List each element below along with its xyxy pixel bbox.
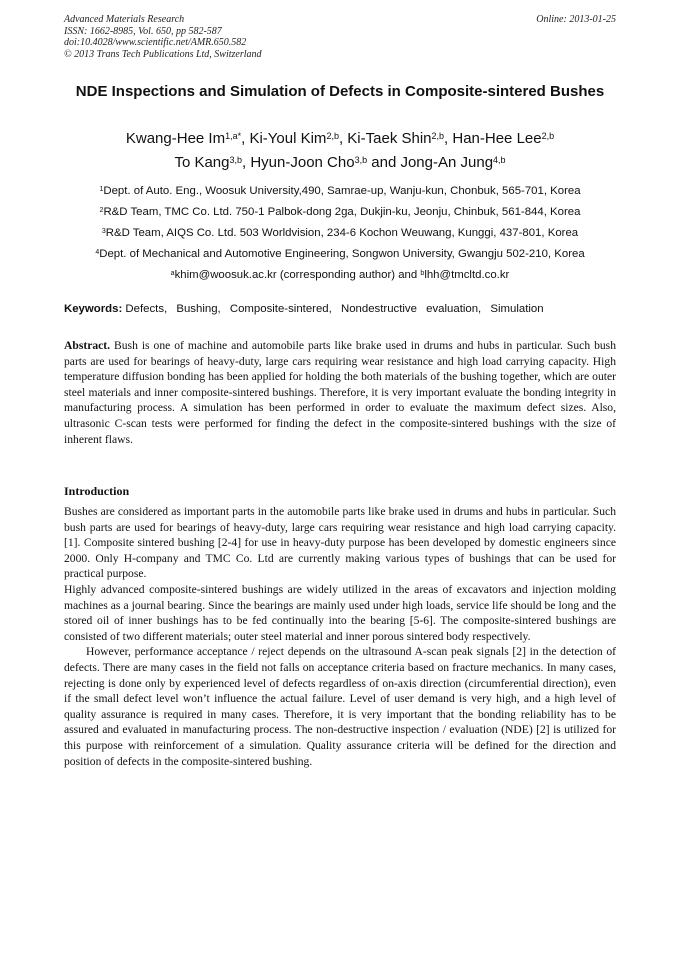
email-text: lhh@tmcltd.co.kr xyxy=(424,269,510,281)
affiliation-2 xyxy=(60,202,620,223)
affiliation-text: R&D Team, TMC Co. Ltd. 750-1 Palbok-dong 2ga, Dukjin-ku, Jeonju, Chinbuk, 561-844, Korea xyxy=(103,206,581,218)
affiliation-sup: 3 xyxy=(101,228,106,235)
author-line-2: To Kang$^{3,b}$, Hyun-Joon Cho$^{3,b}$ and Jong-An Jung$^{4,b}$ xyxy=(174,154,506,171)
keyword: Nondestructive xyxy=(340,303,417,315)
affiliation-sup: 1 xyxy=(99,186,104,193)
copyright-line: © 2013 Trans Tech Publications Ltd, Switzerland xyxy=(64,48,262,60)
abstract-paragraph xyxy=(64,338,616,447)
author-line-1: Kwang-Hee $Im^{1,a*}$, Ki-Youl Kim$^{2,b}$, Ki-Taek Shin$^{2,b}$, Han-Hee Lee$^{2,b}$ xyxy=(125,130,555,147)
email-sup: a xyxy=(170,270,175,277)
affiliation-list xyxy=(60,181,620,286)
author-sup: 2,b xyxy=(541,131,555,141)
abstract-label: Abstract. xyxy=(64,339,111,352)
author-name: Jong-An Jung xyxy=(400,154,494,171)
author-sup: 3,b xyxy=(354,155,368,165)
author-sup: 3,b xyxy=(229,155,242,165)
email-text: khim@woosuk.ac.kr (corresponding author) and xyxy=(174,269,421,281)
author-sup: 4,b xyxy=(493,155,506,165)
author-name: Hyun-Joon Cho xyxy=(250,154,355,171)
affiliation-1 xyxy=(60,181,620,202)
journal-name: Advanced Materials Research xyxy=(64,14,185,25)
doi-line: doi:10.4028/www.scientific.net/AMR.650.582 xyxy=(64,37,247,48)
keywords-label: Keywords: xyxy=(64,303,123,315)
affiliation-3 xyxy=(60,223,620,244)
intro-paragraph-3: However, performance acceptance / reject depends on the ultrasound A-scan peak signals [2] in the detection of defects. There are many cases in the field not falls on acceptance criteria based on fracture mechanics. In many cases, rejecting is done only by experienced level of defects regardless of on-axis direction (circumferential direction), even if the small defect level won’t influence the actual failure. Level of user demand is very high, and a high level of quality assurance is required in many cases. Therefore, it is very important that the bonding reliability has to be assured and evaluated in manufacturing process. The non-destructive inspection / evaluation (NDE) [2] is utilized for this purpose with reinforcement of a simulation. Quality assurance criteria will be defined for the direction and position of defects in the composite-sintered bushing. xyxy=(64,645,616,768)
keyword: Composite-sintered, xyxy=(229,303,332,315)
author-name: To Kang xyxy=(174,154,230,171)
author-list xyxy=(64,127,616,175)
online-date: Online: 2013-01-25 xyxy=(536,14,616,25)
introduction-body xyxy=(64,504,616,769)
author-sup: 2,b xyxy=(326,131,339,141)
keyword: Bushing, xyxy=(176,303,221,315)
abstract-text: Bush is one of machine and automobile parts like brake used in drums and hubs in particular. Such bush parts are used for bearings of heavy-duty, large cars requiring wear resistance and high load carrying capacity. High temperature diffusion bonding has been applied for holding the both materials of the bushing together, which are outer steel materials and inner composite-sintered bushings. Therefore, it is very important evaluate the bonding integrity in manufacturing process. A simulation has been performed in order to evaluate the maximum defect sizes. Also, ultrasonic C-scan tests were performed for finding the defect in the composite-sintered bushings with the size of inherent flaws. xyxy=(64,339,616,446)
author-name: Han-Hee Lee xyxy=(452,130,542,147)
author-name: Kwang-Hee Im xyxy=(125,130,226,147)
section-heading-introduction: Introduction xyxy=(64,484,130,498)
keywords-line xyxy=(64,302,616,316)
affiliation-text: Dept. of Mechanical and Automotive Engineering, Songwon University, Gwangju 502-210, Korea xyxy=(99,248,585,260)
keyword: Defects, xyxy=(125,303,168,315)
keyword: evaluation, xyxy=(426,303,482,315)
author-sup: 1,a* xyxy=(225,131,242,141)
email-sup: b xyxy=(420,270,425,277)
author-sup: 2,b xyxy=(431,131,445,141)
issn-line: ISSN: 1662-8985, Vol. 650, pp 582-587 xyxy=(64,25,222,37)
author-name: Ki-Taek Shin xyxy=(347,130,432,147)
keyword: Simulation xyxy=(490,303,544,315)
journal-header xyxy=(64,14,616,60)
author-name: Ki-Youl Kim xyxy=(249,130,327,147)
affiliation-text: Dept. of Auto. Eng., Woosuk University,490, Samrae-up, Wanju-kun, Chonbuk, 565-701, Korea xyxy=(103,185,581,197)
intro-paragraph-1: Bushes are considered as important parts in the automobile parts like brake used in drums and hubs in particular. Such bush parts are used for bearings of heavy-duty, large cars requiring wear resistance and high load carrying capacity. [1]. Composite sintered bushing [2-4] for use in heavy-duty purpose has been developed by domestic engineers since 2000. Only H-company and TMC Co. Ltd are currently making various types of bushings that can be used for practical purpose. xyxy=(64,505,616,581)
affiliation-sup: 2 xyxy=(99,207,104,214)
affiliation-4 xyxy=(60,244,620,265)
intro-paragraph-2: Highly advanced composite-sintered bushings are widely utilized in the areas of excavators and injection molding machines as a journal bearing. Since the bearings are mainly used under high loads, service life should be long and the stored oil of inner bushings has to be fed continually into the bearing [5-6]. The composite-sintered bushings are consisted of two different materials; outer steel material and inner porous sintered body respectively. xyxy=(64,582,616,643)
email-line xyxy=(60,265,620,286)
affiliation-text: R&D Team, AIQS Co. Ltd. 503 Worldvision, 234-6 Kochon Weuwang, Kunggi, 437-801, Korea xyxy=(105,227,579,239)
affiliation-sup: 4 xyxy=(95,249,100,256)
paper-title: NDE Inspections and Simulation of Defects in Composite-sintered Bushes xyxy=(75,83,605,100)
